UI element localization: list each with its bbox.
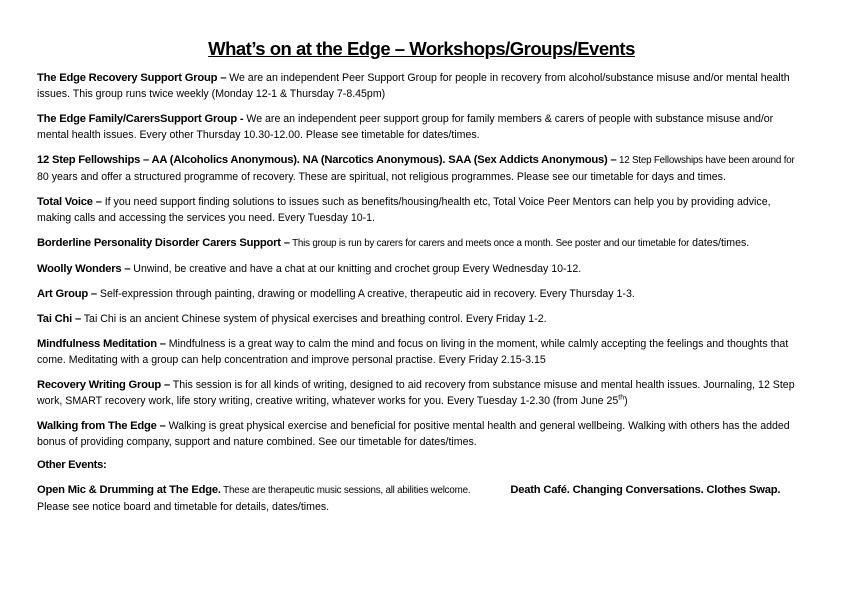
other-events-heading: Other Events: — [37, 459, 107, 471]
entry-tai-chi — [37, 311, 807, 327]
open-mic-text: These are therapeutic music sessions, all abilities welcome. — [220, 484, 471, 496]
entry-heading: Borderline Personality Disorder Carers Support – — [37, 237, 290, 249]
ordinal-suffix: th — [618, 394, 625, 402]
entry-heading: Art Group – — [37, 288, 97, 300]
entry-text: Tai Chi is an ancient Chinese system of physical exercises and breathing control. Every Friday 1-2. — [81, 313, 547, 325]
entry-text: This group is run by carers for carers and meets once a month. See poster and our timetable for — [289, 238, 690, 249]
entry-text: If you need support finding solutions to issues such as benefits/housing/health etc, Total Voice Peer Mentors can help you by providing advice, making calls and accessing the services you need. Every Tuesday 10-1. — [37, 196, 771, 224]
entry-heading: Woolly Wonders – — [37, 263, 131, 275]
entry-heading: Mindfulness Meditation – — [37, 338, 166, 350]
entry-text: Self-expression through painting, drawing or modelling A creative, therapeutic aid in recovery. Every Thursday 1-3. — [96, 288, 635, 300]
entry-heading: Total Voice – — [37, 196, 102, 208]
page-title: What’s on at the Edge – Workshops/Groups/Events — [208, 38, 635, 59]
entry-mindfulness-meditation — [37, 336, 807, 368]
death-cafe-heading: Death Café. Changing Conversations. Clothes Swap. — [510, 483, 781, 496]
entry-heading: The Edge Recovery Support Group – — [37, 72, 227, 84]
entry-text: We are an independent Peer Support Group for people in recovery from alcohol/substance misuse and/or mental health issues. This group runs twice weekly (Monday 12-1 & Thursday 7-8.45pm) — [37, 72, 790, 100]
entry-text: Unwind, be creative and have a chat at our knitting and crochet group Every Wednesday 10-12. — [130, 263, 582, 275]
entry-heading: The Edge Family/CarersSupport Group - — [37, 113, 244, 125]
entry-text: Mindfulness is a great way to calm the mind and focus on living in the moment, while calmly accepting the feelings and thoughts that come. Meditating with a group can help concentration and improve personal practise. Every Friday 2.15-3.15 — [37, 338, 789, 366]
other-events-entry — [37, 482, 807, 515]
entry-text: This session is for all kinds of writing, designed to aid recovery from substance misuse and mental health issues. Journaling, 12 Step work, SMART recovery work, life story writing, creative writing, whatever works for you. Every Tuesday 1-2.30 (from June 25 — [37, 379, 795, 407]
entry-heading: 12 Step Fellowships – AA (Alcoholics Anonymous). NA (Narcotics Anonymous). SAA (Sex Addicts Anonymous) – — [37, 154, 617, 166]
entry-recovery-support-group — [37, 70, 807, 102]
events-list — [37, 70, 807, 525]
entry-recovery-writing-group — [37, 377, 807, 409]
entry-art-group — [37, 286, 807, 302]
entry-text-continued: 80 years and offer a structured programme of recovery. These are spiritual, not religious programmes. Please see our timetable for days and times. — [37, 171, 726, 183]
entry-total-voice — [37, 194, 807, 226]
entry-text: 12 Step Fellowships have been around for — [616, 155, 795, 166]
death-cafe-text: Please see notice board and timetable for details, dates/times. — [37, 500, 330, 513]
entry-family-carers-support-group — [37, 111, 807, 143]
entry-heading: Walking from The Edge – — [37, 420, 166, 432]
entry-text-continued: dates/times. — [689, 237, 750, 249]
entry-bpd-carers-support — [37, 235, 807, 252]
entry-text: We are an independent peer support group for family members & carers of people with substance misuse and/or mental health issues. Every other Thursday 10.30-12.00. Please see timetable for dates/times. — [37, 113, 774, 141]
entry-heading: Tai Chi – — [37, 313, 81, 325]
entry-12-step-fellowships — [37, 152, 807, 185]
open-mic-heading: Open Mic & Drumming at The Edge. — [37, 483, 221, 496]
entry-walking-from-the-edge — [37, 418, 807, 450]
entry-heading: Recovery Writing Group – — [37, 379, 171, 391]
entry-text: Walking is great physical exercise and beneficial for positive mental health and general wellbeing. Walking with others has the added bonus of providing company, support and nature combined. See our timetable for dates/times. — [37, 420, 790, 448]
entry-text-tail: ) — [624, 395, 628, 407]
entry-woolly-wonders — [37, 261, 807, 277]
